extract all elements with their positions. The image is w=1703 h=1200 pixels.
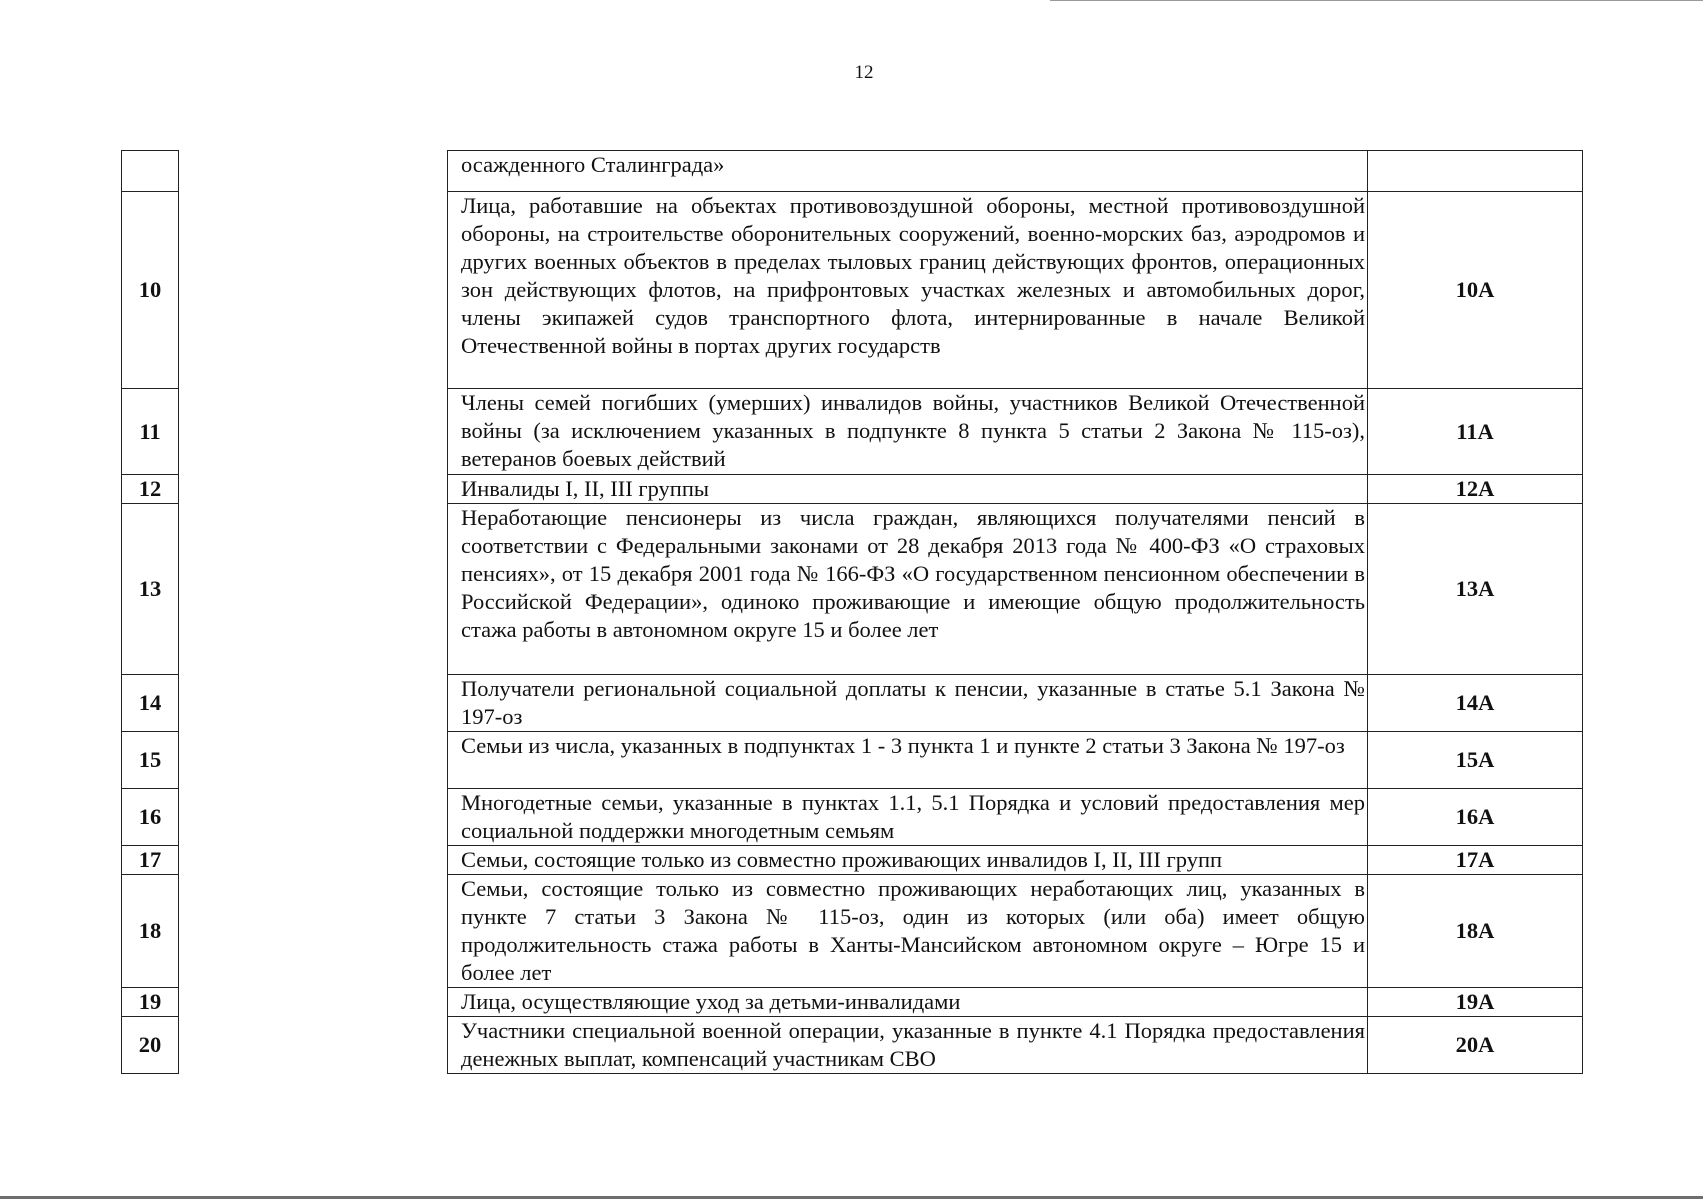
code-cell: 20А — [1368, 1017, 1583, 1074]
table-row — [122, 504, 1583, 675]
category-cell: Лица, осуществляющие уход за детьми-инвалидами — [448, 988, 1368, 1017]
code-cell: 18А — [1368, 875, 1583, 988]
row-number-cell: 17 — [122, 846, 179, 875]
code-cell: 17А — [1368, 846, 1583, 875]
table-row — [122, 988, 1583, 1017]
row-number-cell: 14 — [122, 675, 179, 732]
blank-cell — [179, 675, 448, 732]
row-number-cell: 13 — [122, 504, 179, 675]
table-row — [122, 675, 1583, 732]
scan-edge-bottom — [0, 1196, 1703, 1199]
blank-cell — [179, 846, 448, 875]
code-cell: 10А — [1368, 192, 1583, 389]
row-number-cell: 15 — [122, 732, 179, 789]
row-number-cell: 11 — [122, 389, 179, 475]
category-cell: Лица, работавшие на объектах противовоздушной обороны, местной противовоздушной обороны, на строительстве оборонительных сооружений, военно-морских баз, аэродромов и других военных объектов в пределах тыловых границ действующих фронтов, операционных зон действующих флотов, на прифронтовых участках железных и автомобильных дорог, члены экипажей судов транспортного флота, интернированные в начале Великой Отечественной войны в портах других государств — [448, 192, 1368, 389]
category-cell: Члены семей погибших (умерших) инвалидов войны, участников Великой Отечественной войны (за исключением указанных в подпункте 8 пункта 5 статьи 2 Закона № 115-оз), ветеранов боевых действий — [448, 389, 1368, 475]
blank-cell — [179, 988, 448, 1017]
table-row — [122, 846, 1583, 875]
table-row — [122, 732, 1583, 789]
blank-cell — [179, 504, 448, 675]
code-cell: 12А — [1368, 475, 1583, 504]
category-cell: Инвалиды I, II, III группы — [448, 475, 1368, 504]
code-cell: 11А — [1368, 389, 1583, 475]
blank-cell — [179, 789, 448, 846]
blank-cell — [179, 151, 448, 192]
table-row — [122, 151, 1583, 192]
benefits-table — [121, 150, 1583, 1074]
category-cell: Неработающие пенсионеры из числа граждан, являющихся получателями пенсий в соответствии с Федеральными законами от 28 декабря 2013 года № 400-ФЗ «О страховых пенсиях», от 15 декабря 2001 года № 166-ФЗ «О государственном пенсионном обеспечении в Российской Федерации», одиноко проживающие и имеющие общую продолжительность стажа работы в автономном округе 15 и более лет — [448, 504, 1368, 675]
table-row — [122, 192, 1583, 389]
code-cell: 13А — [1368, 504, 1583, 675]
row-number-cell: 10 — [122, 192, 179, 389]
blank-cell — [179, 732, 448, 789]
category-cell: Участники специальной военной операции, указанные в пункте 4.1 Порядка предоставления денежных выплат, компенсаций участникам СВО — [448, 1017, 1368, 1074]
row-number-cell: 12 — [122, 475, 179, 504]
table-row — [122, 389, 1583, 475]
page-number: 12 — [854, 62, 874, 83]
table-row — [122, 875, 1583, 988]
code-cell: 19А — [1368, 988, 1583, 1017]
code-cell: 16А — [1368, 789, 1583, 846]
code-cell — [1368, 151, 1583, 192]
row-number-cell: 18 — [122, 875, 179, 988]
code-cell: 14А — [1368, 675, 1583, 732]
scan-edge-top — [1050, 0, 1703, 1]
row-number-cell: 20 — [122, 1017, 179, 1074]
table-row — [122, 475, 1583, 504]
category-cell: Многодетные семьи, указанные в пунктах 1.1, 5.1 Порядка и условий предоставления мер социальной поддержки многодетным семьям — [448, 789, 1368, 846]
blank-cell — [179, 389, 448, 475]
row-number-cell: 16 — [122, 789, 179, 846]
blank-cell — [179, 475, 448, 504]
category-cell: Семьи, состоящие только из совместно проживающих инвалидов I, II, III групп — [448, 846, 1368, 875]
category-cell: Семьи, состоящие только из совместно проживающих неработающих лиц, указанных в пункте 7 статьи 3 Закона № 115-оз, один из которых (или оба) имеет общую продолжительность стажа работы в Ханты-Мансийском автономном округе – Югре 15 и более лет — [448, 875, 1368, 988]
table-row — [122, 1017, 1583, 1074]
category-cell: Семьи из числа, указанных в подпунктах 1 - 3 пункта 1 и пункте 2 статьи 3 Закона № 197-оз — [448, 732, 1368, 789]
category-cell: осажденного Сталинграда» — [448, 151, 1368, 192]
blank-cell — [179, 192, 448, 389]
row-number-cell — [122, 151, 179, 192]
code-cell: 15А — [1368, 732, 1583, 789]
blank-cell — [179, 875, 448, 988]
row-number-cell: 19 — [122, 988, 179, 1017]
category-cell: Получатели региональной социальной доплаты к пенсии, указанные в статье 5.1 Закона № 197-оз — [448, 675, 1368, 732]
blank-cell — [179, 1017, 448, 1074]
table-row — [122, 789, 1583, 846]
